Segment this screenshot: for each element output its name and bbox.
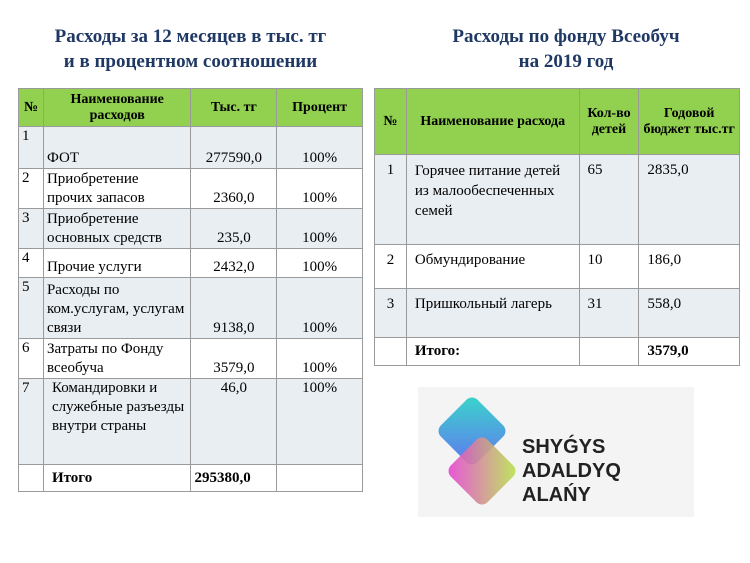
table-total-row <box>375 338 740 366</box>
row-amount: 3579,0 <box>191 339 277 379</box>
row-percent: 100% <box>277 209 363 249</box>
row-percent: 100% <box>277 169 363 209</box>
table-row <box>375 245 740 289</box>
row-name: ФОТ <box>43 127 191 169</box>
logo-text: SHYǴYS ADALDYQ ALAŃY <box>522 436 621 506</box>
row-percent: 100% <box>277 379 363 465</box>
row-number: 6 <box>19 339 44 379</box>
row-name: Затраты по Фонду всеобуча <box>43 339 191 379</box>
table-row <box>375 289 740 338</box>
row-name: Прочие услуги <box>43 249 191 278</box>
logo-mark-icon <box>428 397 528 507</box>
row-number: 3 <box>19 209 44 249</box>
row-percent: 100% <box>277 339 363 379</box>
header-number: № <box>19 89 44 127</box>
row-name: Расходы по ком.услугам, услугам связи <box>43 278 191 339</box>
row-number: 5 <box>19 278 44 339</box>
total-budget: 3579,0 <box>639 338 740 366</box>
row-number: 3 <box>375 289 407 338</box>
header-amount: Тыс. тг <box>191 89 277 127</box>
row-count: 10 <box>579 245 639 289</box>
row-percent: 100% <box>277 278 363 339</box>
header-percent: Процент <box>277 89 363 127</box>
row-budget: 2835,0 <box>639 155 740 245</box>
row-name: Обмундирование <box>406 245 579 289</box>
row-number: 1 <box>375 155 407 245</box>
table-row <box>19 209 363 249</box>
header-name: Наименование расходов <box>43 89 191 127</box>
expenses-12-months-title: Расходы за 12 месяцев в тыс. тг и в процентном соотношении <box>54 26 327 72</box>
table-total-row <box>19 465 363 492</box>
row-percent: 100% <box>277 249 363 278</box>
row-count: 65 <box>579 155 639 245</box>
row-percent: 100% <box>277 127 363 169</box>
row-number: 1 <box>19 127 44 169</box>
table-row <box>19 379 363 465</box>
row-name: Приобретение прочих запасов <box>43 169 191 209</box>
row-amount: 235,0 <box>191 209 277 249</box>
row-budget: 186,0 <box>639 245 740 289</box>
vseobuch-table <box>374 88 740 366</box>
row-name: Горячее питание детей из малообеспеченных семей <box>406 155 579 245</box>
table-row <box>19 278 363 339</box>
table-row <box>19 249 363 278</box>
header-count: Кол-во детей <box>579 89 639 155</box>
row-number: 2 <box>375 245 407 289</box>
total-amount: 295380,0 <box>191 465 277 492</box>
row-amount: 2360,0 <box>191 169 277 209</box>
table-row <box>19 169 363 209</box>
row-amount: 46,0 <box>191 379 277 465</box>
row-name: Приобретение основных средств <box>43 209 191 249</box>
row-amount: 277590,0 <box>191 127 277 169</box>
table-row <box>375 155 740 245</box>
total-label: Итого: <box>406 338 579 366</box>
expenses-table <box>18 88 363 492</box>
table-row <box>19 339 363 379</box>
row-name: Пришкольный лагерь <box>406 289 579 338</box>
row-amount: 9138,0 <box>191 278 277 339</box>
logo <box>418 387 694 517</box>
vseobuch-fund-title: Расходы по фонду Всеобуч на 2019 год <box>452 26 680 72</box>
header-number: № <box>375 89 407 155</box>
table-row <box>19 127 363 169</box>
row-number: 4 <box>19 249 44 278</box>
row-number: 7 <box>19 379 44 465</box>
header-budget: Годовой бюджет тыс.тг <box>639 89 740 155</box>
row-budget: 558,0 <box>639 289 740 338</box>
row-count: 31 <box>579 289 639 338</box>
row-name: Командировки и служебные разъезды внутри страны <box>43 379 191 465</box>
row-amount: 2432,0 <box>191 249 277 278</box>
header-name: Наименование расхода <box>406 89 579 155</box>
row-number: 2 <box>19 169 44 209</box>
total-label: Итого <box>43 465 191 492</box>
